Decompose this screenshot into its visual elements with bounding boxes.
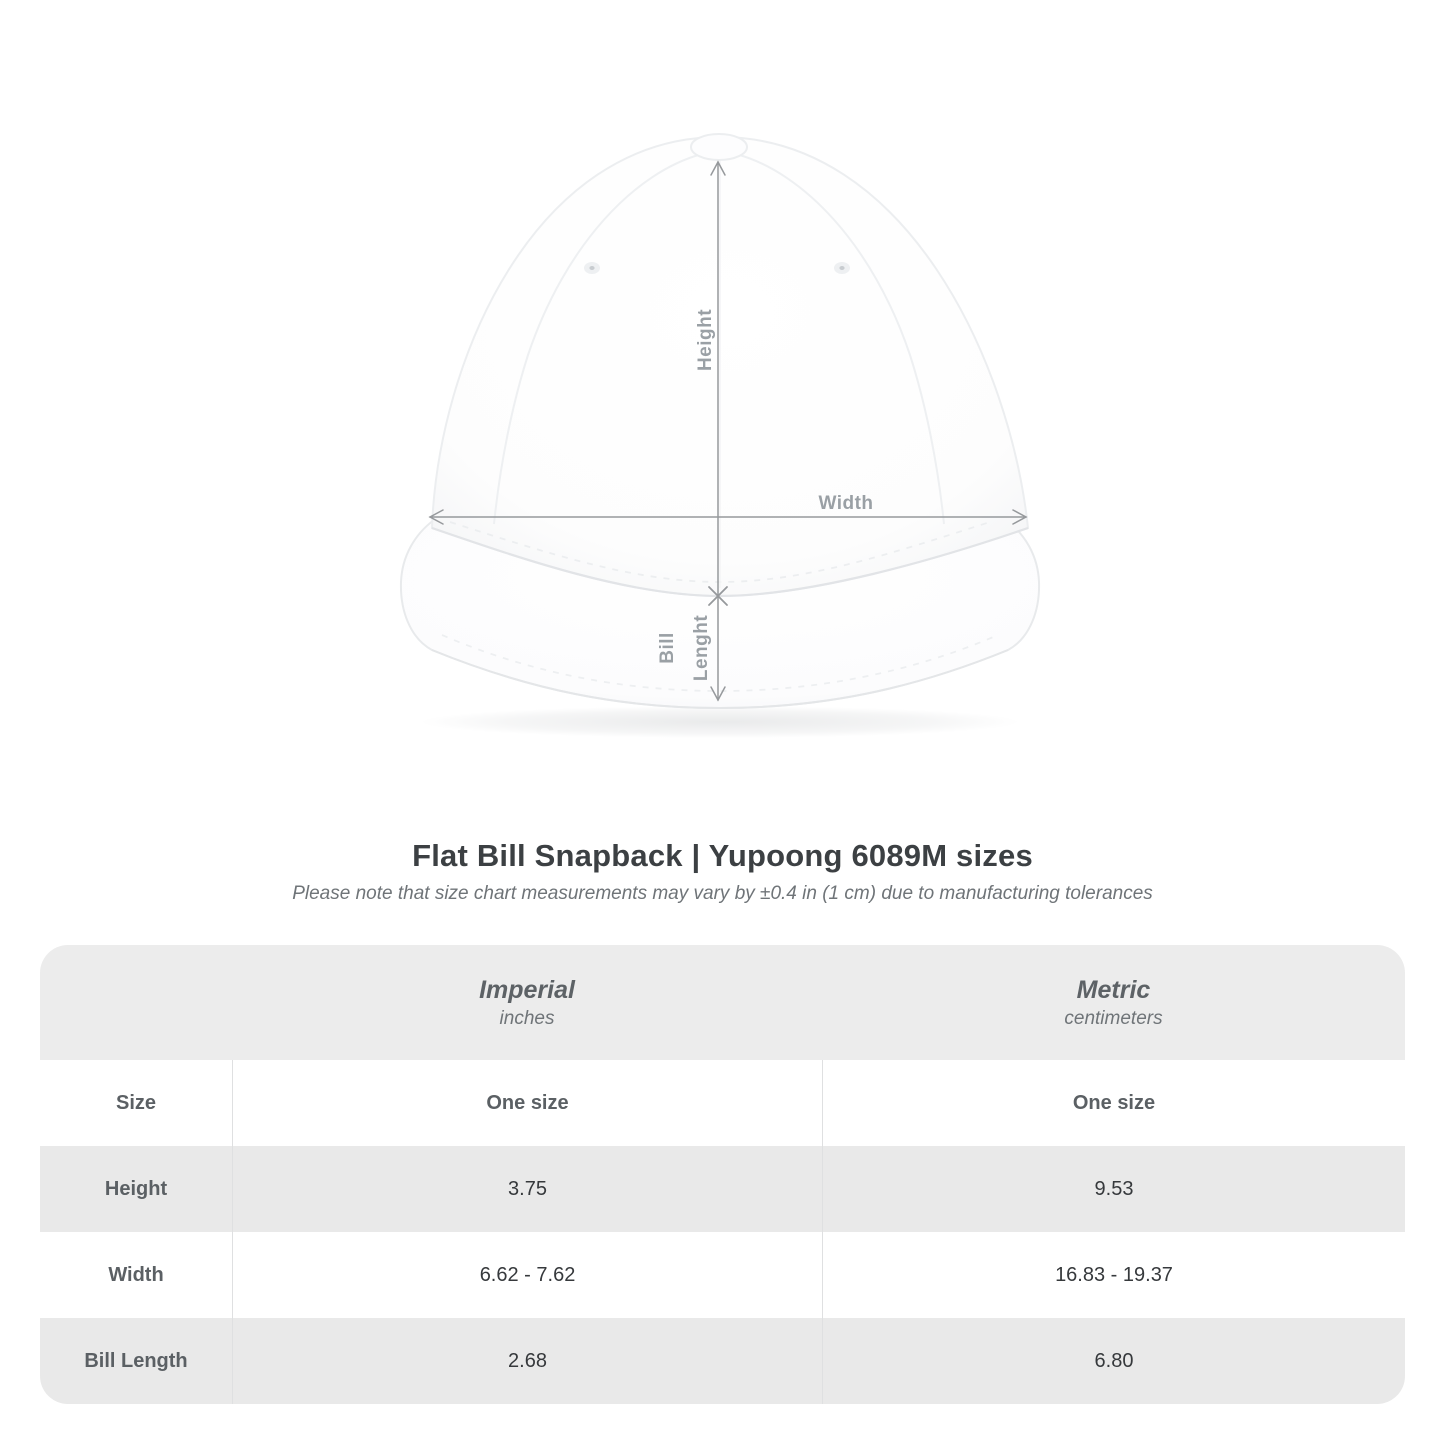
- table-row-bill-length: [40, 1318, 1405, 1404]
- title-block: [0, 838, 1445, 905]
- row-label: Bill Length: [84, 1349, 188, 1372]
- page-title: Flat Bill Snapback | Yupoong 6089M sizes: [412, 838, 1033, 873]
- table-header-empty: [40, 945, 232, 1060]
- width-label: Width: [818, 493, 874, 514]
- imperial-header-label: Imperial: [479, 975, 575, 1004]
- table-row-height: [40, 1146, 1405, 1232]
- hat-button: [691, 134, 747, 160]
- imperial-header-unit: inches: [499, 1007, 555, 1029]
- eyelet-right: [834, 262, 850, 274]
- bill-length-label-line1: Bill: [657, 632, 678, 664]
- tolerance-note: Please note that size chart measurements may vary by ±0.4 in (1 cm) due to manufacturing tolerances: [292, 883, 1153, 904]
- imperial-value: 6.62 - 7.62: [232, 1232, 822, 1318]
- snapback-hat-illustration: [380, 90, 1080, 750]
- eyelet-left: [584, 262, 600, 274]
- row-label: Width: [108, 1263, 164, 1286]
- table-header-metric: [822, 945, 1405, 1060]
- metric-value: 6.80: [822, 1318, 1405, 1404]
- imperial-value: 2.68: [232, 1318, 822, 1404]
- metric-value: 9.53: [822, 1146, 1405, 1232]
- size-table: [40, 945, 1405, 1404]
- row-label: Size: [115, 1091, 157, 1114]
- hat-diagram: [380, 90, 1080, 750]
- table-row-width: [40, 1232, 1405, 1318]
- row-label: Height: [104, 1177, 168, 1200]
- height-label: Height: [695, 308, 716, 372]
- table-row-size: [40, 1060, 1405, 1146]
- imperial-value: One size: [232, 1060, 822, 1146]
- metric-header-label: Metric: [1076, 975, 1151, 1004]
- hat-shadow: [420, 706, 1020, 738]
- hat-crown: [432, 137, 1028, 596]
- bill-length-label-line2: Lenght: [691, 614, 712, 682]
- metric-value: 16.83 - 19.37: [822, 1232, 1405, 1318]
- metric-header-unit: centimeters: [1064, 1007, 1163, 1029]
- metric-value: One size: [822, 1060, 1405, 1146]
- imperial-value: 3.75: [232, 1146, 822, 1232]
- table-header-row: [40, 945, 1405, 1060]
- table-header-imperial: [232, 945, 822, 1060]
